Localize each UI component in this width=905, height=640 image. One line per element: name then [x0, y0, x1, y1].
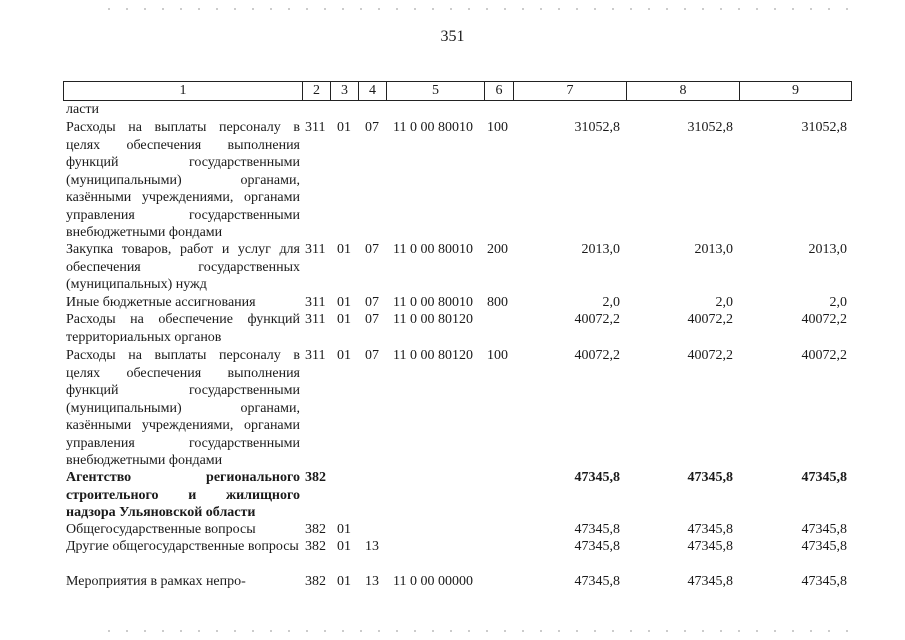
- cell-amount-2: 2013,0: [694, 242, 733, 257]
- cell-section: 01: [337, 242, 351, 257]
- cell-target-article: 11 0 00 80120: [393, 312, 473, 327]
- cell-subsection: 07: [365, 312, 379, 327]
- cell-amount-1: 47345,8: [574, 522, 620, 537]
- cell-amount-3: 2,0: [829, 295, 847, 310]
- cell-amount-1: 2013,0: [581, 242, 620, 257]
- cell-target-article: 11 0 00 80010: [393, 295, 473, 310]
- row-description: Иные бюджетные ассигнования: [66, 295, 256, 310]
- cell-amount-2: 47345,8: [687, 574, 733, 589]
- header-col-7: 7: [514, 82, 627, 101]
- column-header-table: [63, 81, 852, 101]
- header-col-2: 2: [303, 82, 331, 101]
- cell-amount-1: 31052,8: [574, 120, 620, 135]
- cell-expense-type: 100: [487, 120, 508, 135]
- row-description: Расходы на выплаты персоналу в целях обеспечения выполнения функций государственными (муниципальными) органами, казёнными учреждениями, органами управления государственными внебюджетными фондами: [66, 120, 300, 240]
- cell-amount-3: 31052,8: [801, 120, 847, 135]
- cell-section: 01: [337, 539, 351, 554]
- cell-admin-code: 382: [305, 574, 326, 589]
- header-col-6: 6: [485, 82, 514, 101]
- cell-section: 01: [337, 522, 351, 537]
- row-description: Общегосударственные вопросы: [66, 522, 256, 537]
- cell-admin-code: 311: [305, 312, 326, 327]
- cell-amount-2: 40072,2: [687, 312, 733, 327]
- cell-amount-1: 47345,8: [574, 574, 620, 589]
- cell-admin-code: 311: [305, 120, 326, 135]
- cell-amount-3: 47345,8: [801, 574, 847, 589]
- cell-amount-1: 47345,8: [574, 470, 620, 485]
- cell-section: 01: [337, 574, 351, 589]
- cell-amount-3: 47345,8: [801, 522, 847, 537]
- cell-amount-3: 2013,0: [808, 242, 847, 257]
- cell-admin-code: 311: [305, 295, 326, 310]
- cell-amount-3: 40072,2: [801, 312, 847, 327]
- cell-amount-3: 47345,8: [801, 539, 847, 554]
- cell-amount-2: 2,0: [715, 295, 733, 310]
- cell-admin-code: 311: [305, 348, 326, 363]
- cell-target-article: 11 0 00 80010: [393, 242, 473, 257]
- cell-expense-type: 100: [487, 348, 508, 363]
- cell-subsection: 07: [365, 120, 379, 135]
- cell-amount-1: 40072,2: [574, 348, 620, 363]
- cell-expense-type: 200: [487, 242, 508, 257]
- row-description: Агентство регионального строительного и жилищного надзора Ульяновской области: [66, 470, 300, 520]
- page-number: 351: [440, 28, 465, 45]
- cell-section: 01: [337, 348, 351, 363]
- row-description: Расходы на обеспечение функций территориальных органов: [66, 312, 300, 345]
- cell-section: 01: [337, 312, 351, 327]
- cell-admin-code: 382: [305, 539, 326, 554]
- header-col-4: 4: [359, 82, 387, 101]
- header-col-8: 8: [627, 82, 740, 101]
- cell-admin-code: 382: [305, 522, 326, 537]
- cell-amount-2: 31052,8: [687, 120, 733, 135]
- cell-amount-1: 40072,2: [574, 312, 620, 327]
- row-description: Расходы на выплаты персоналу в целях обеспечения выполнения функций государственными (муниципальными) органами, казёнными учреждениями, органами управления государственными внебюджетными фондами: [66, 348, 300, 468]
- cell-subsection: 07: [365, 295, 379, 310]
- row-description: Закупка товаров, работ и услуг для обеспечения государственных (муниципальных) нужд: [66, 242, 300, 292]
- cell-subsection: 13: [365, 574, 379, 589]
- cell-amount-1: 47345,8: [574, 539, 620, 554]
- cell-target-article: 11 0 00 00000: [393, 574, 473, 589]
- scan-artifact-bottom: [100, 630, 860, 632]
- row-description: Мероприятия в рамках непро-: [66, 574, 246, 589]
- cell-amount-3: 40072,2: [801, 348, 847, 363]
- cell-subsection: 13: [365, 539, 379, 554]
- cell-section: 01: [337, 295, 351, 310]
- header-col-1: 1: [64, 82, 303, 101]
- header-col-9: 9: [740, 82, 852, 101]
- cell-expense-type: 800: [487, 295, 508, 310]
- header-col-5: 5: [387, 82, 485, 101]
- cell-amount-3: 47345,8: [801, 470, 847, 485]
- cell-subsection: 07: [365, 242, 379, 257]
- cell-amount-1: 2,0: [602, 295, 620, 310]
- cell-target-article: 11 0 00 80010: [393, 120, 473, 135]
- cell-subsection: 07: [365, 348, 379, 363]
- cell-section: 01: [337, 120, 351, 135]
- cell-target-article: 11 0 00 80120: [393, 348, 473, 363]
- cell-amount-2: 47345,8: [687, 522, 733, 537]
- cell-amount-2: 47345,8: [687, 539, 733, 554]
- scan-artifact-top: [100, 8, 860, 10]
- row-description: Другие общегосударственные вопросы: [66, 539, 299, 554]
- row-description: ласти: [66, 102, 100, 117]
- cell-admin-code: 382: [305, 470, 326, 485]
- header-col-3: 3: [331, 82, 359, 101]
- cell-admin-code: 311: [305, 242, 326, 257]
- cell-amount-2: 47345,8: [687, 470, 733, 485]
- cell-amount-2: 40072,2: [687, 348, 733, 363]
